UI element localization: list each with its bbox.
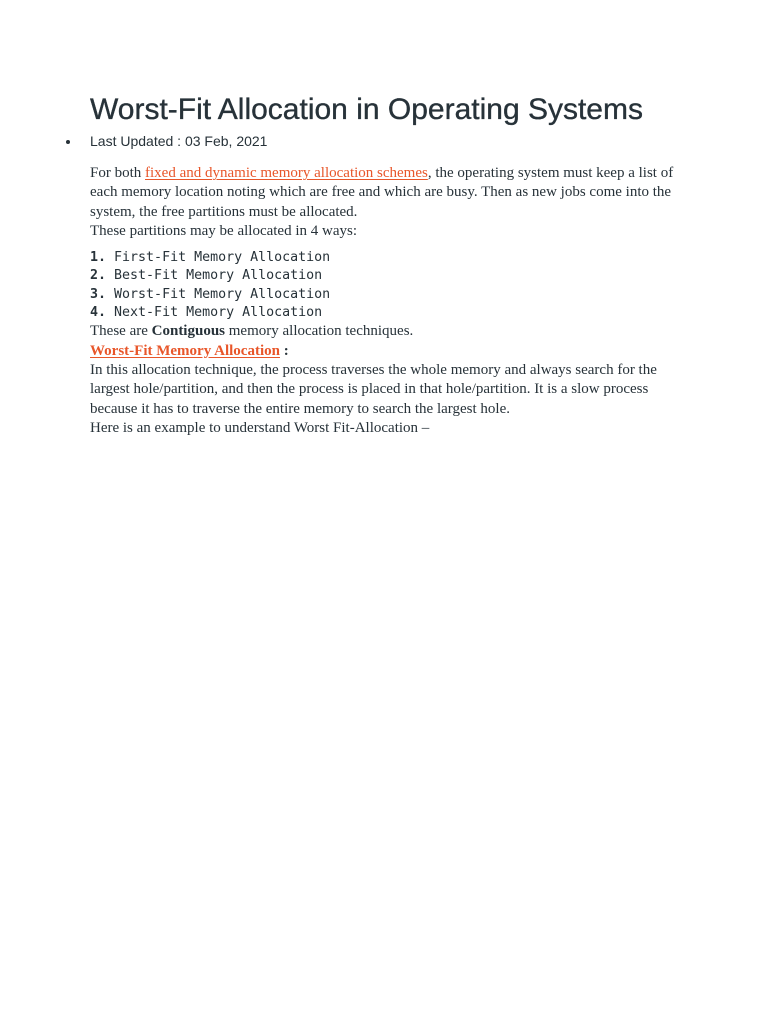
list-label: Worst-Fit Memory Allocation bbox=[114, 286, 331, 302]
contiguous-paragraph bbox=[90, 322, 680, 341]
heading-colon: : bbox=[279, 342, 289, 359]
list-number: 1. bbox=[90, 250, 107, 266]
page-title: Worst-Fit Allocation in Operating Systems bbox=[90, 93, 643, 126]
list-item bbox=[90, 267, 680, 285]
intro-paragraph bbox=[90, 164, 680, 222]
list-item bbox=[90, 286, 680, 304]
last-updated-text: Last Updated : 03 Feb, 2021 bbox=[90, 133, 268, 149]
bullet-dot bbox=[66, 140, 70, 144]
contiguous-text-start: These are bbox=[90, 323, 152, 340]
list-number: 3. bbox=[90, 286, 107, 302]
example-line: Here is an example to understand Worst Fit-Allocation – bbox=[90, 419, 430, 436]
contiguous-bold: Contiguous bbox=[151, 323, 225, 340]
section-heading bbox=[90, 342, 680, 361]
list-item bbox=[90, 249, 680, 267]
contiguous-text-end: memory allocation techniques. bbox=[225, 323, 414, 340]
list-label: Next-Fit Memory Allocation bbox=[114, 305, 323, 321]
ways-paragraph: These partitions may be allocated in 4 ways: bbox=[90, 222, 358, 239]
intro-text-end: , the operating system must keep a list of each memory location noting which are free and which are busy. Then as new jobs come into the system, the free partitions must be allocated. bbox=[90, 165, 674, 220]
list-label: Best-Fit Memory Allocation bbox=[114, 268, 323, 284]
section-body: In this allocation technique, the process traverses the whole memory and always search for the largest hole/partition, and then the process is placed in that hole/partition. It is a slow process because it has to traverse the entire memory to search the largest hole. bbox=[90, 361, 657, 417]
article bbox=[90, 92, 680, 438]
allocation-method-list bbox=[90, 249, 680, 322]
list-number: 2. bbox=[90, 268, 107, 284]
memory-schemes-link[interactable]: fixed and dynamic memory allocation schemes bbox=[145, 165, 428, 181]
intro-text-start: For both bbox=[90, 165, 146, 181]
list-number: 4. bbox=[90, 305, 107, 321]
last-updated bbox=[90, 133, 680, 149]
list-item bbox=[90, 304, 680, 322]
list-label: First-Fit Memory Allocation bbox=[114, 250, 331, 266]
worst-fit-heading-link[interactable]: Worst-Fit Memory Allocation bbox=[90, 342, 280, 359]
